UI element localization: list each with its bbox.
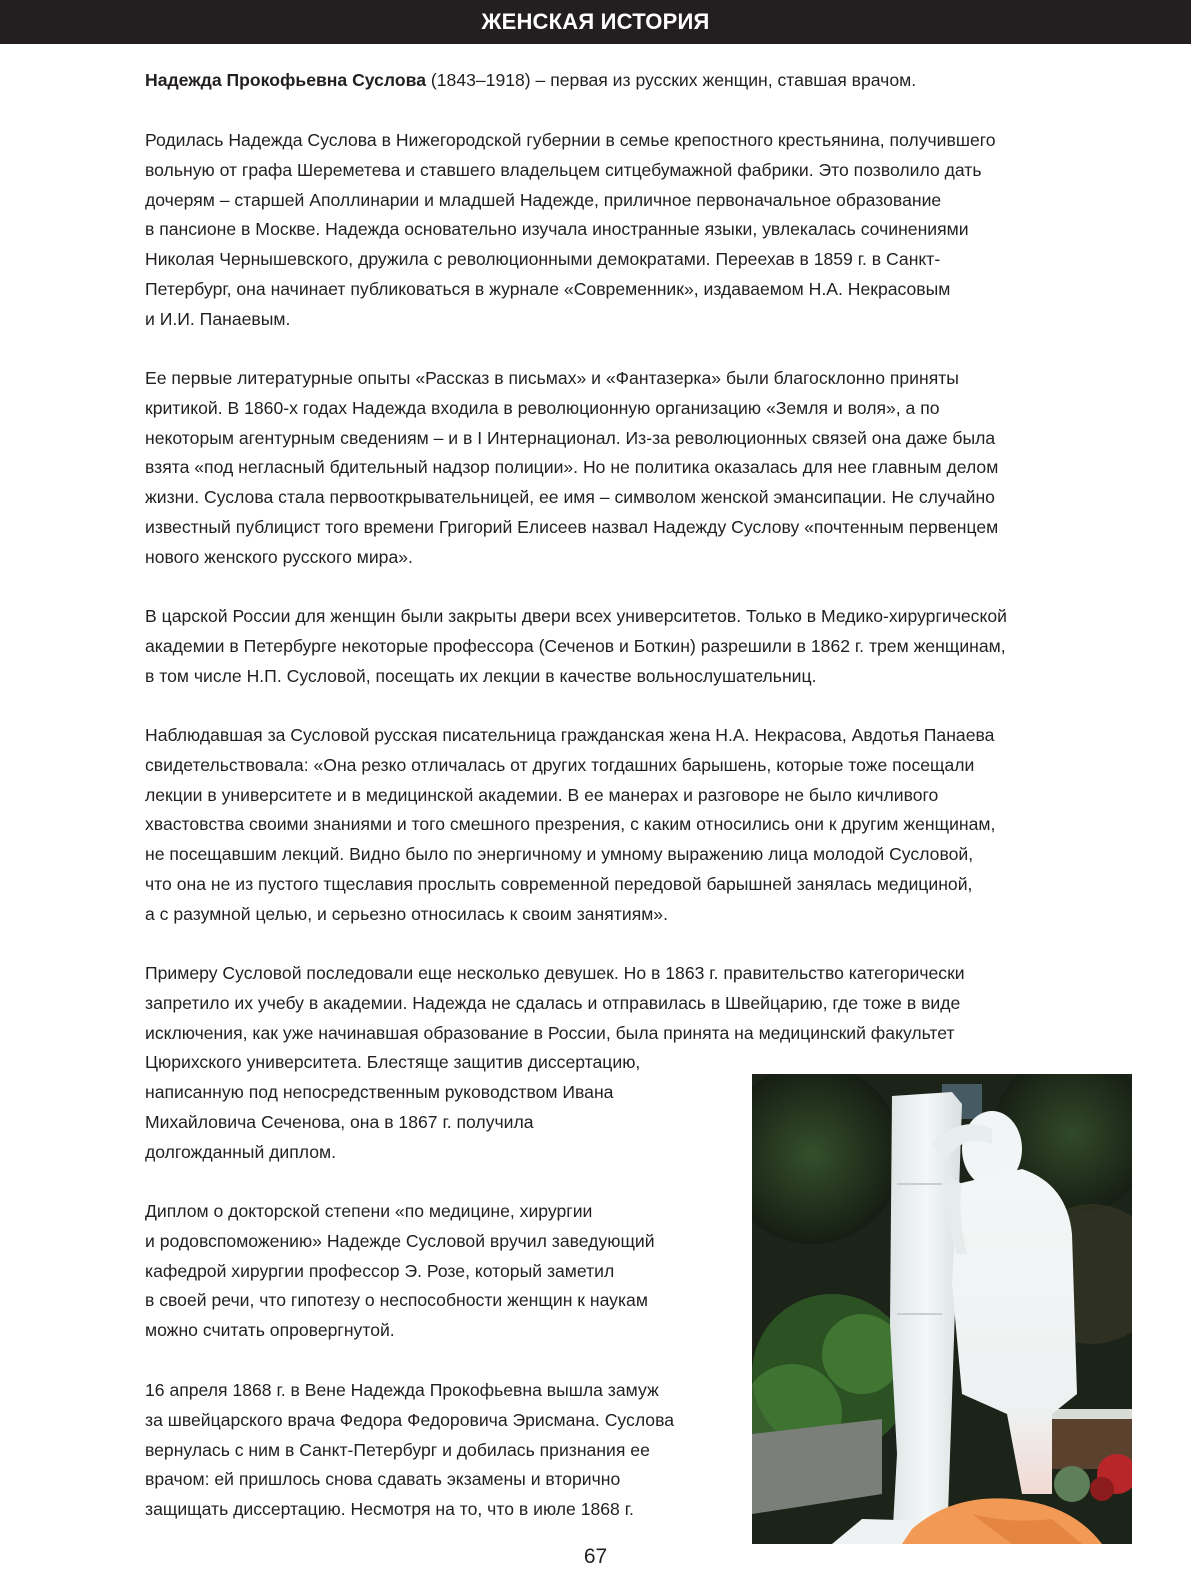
text-line: 16 апреля 1868 г. в Вене Надежда Прокофьевна вышла замуж <box>145 1380 659 1400</box>
text-line: долгожданный диплом. <box>145 1141 337 1162</box>
intro-text: (1843–1918) – первая из русских женщин, ставшая врачом. <box>426 70 917 90</box>
text-line: Наблюдавшая за Сусловой русская писательница гражданская жена Н.А. Некрасова, Авдотья Панаева <box>145 725 995 745</box>
text-line: вольную от графа Шереметева и ставшего владельцем ситцебумажной фабрики. Это позволило дать <box>145 159 982 180</box>
text-line: академии в Петербурге некоторые профессора (Сеченов и Боткин) разрешили в 1862 г. трем женщинам, <box>145 635 1006 656</box>
text-line: Николая Чернышевского, дружила с революционными демократами. Переехав в 1859 г. в Санкт- <box>145 249 941 270</box>
text-line: Ее первые литературные опыты «Рассказ в письмах» и «Фантазерка» были благосклонно приняты <box>145 368 959 388</box>
text-line: не посещавшим лекций. Видно было по энергичному и умному выражению лица молодой Сусловой, <box>145 844 974 865</box>
text-line: можно считать опровергнутой. <box>145 1320 395 1341</box>
monument-illustration <box>752 1074 1132 1544</box>
text-line: Цюрихского университета. Блестяще защитив диссертацию, <box>145 1052 641 1073</box>
text-line: некоторым агентурным сведениям – и в I Интернационал. Из-за революционных связей она даже была <box>145 427 996 448</box>
text-line: критикой. В 1860-х годах Надежда входила в революционную организацию «Земля и воля», а по <box>145 397 940 418</box>
text-line: жизни. Суслова стала первооткрывательницей, ее имя – символом женской эмансипации. Не случайно <box>145 487 995 508</box>
text-line: а с разумной целью, и серьезно относилась к своим занятиям». <box>145 903 668 924</box>
page-number: 67 <box>583 1545 608 1568</box>
subject-name: Надежда Прокофьевна Суслова <box>145 70 426 90</box>
paragraph-universities <box>145 602 1007 691</box>
text-line: что она не из пустого тщеславия прослыть современной передовой барышней занялась медициной, <box>145 873 973 894</box>
text-line: написанную под непосредственным руководством Ивана <box>145 1082 614 1103</box>
text-line: вернулась с ним в Санкт-Петербург и добилась признания ее <box>145 1439 650 1460</box>
text-line: лекции в университете и в медицинской академии. В ее манерах и разговоре не было кичливого <box>145 784 939 805</box>
monument-photo <box>752 1074 1132 1544</box>
paragraph-birth <box>145 126 996 335</box>
text-line: взята «под негласный бдительный надзор полиции». Но не политика оказалась для нее главным делом <box>145 457 999 478</box>
text-line: В царской России для женщин были закрыты двери всех университетов. Только в Медико-хирургической <box>145 606 1007 626</box>
text-line: и И.И. Панаевым. <box>145 308 291 329</box>
paragraph-panaeva <box>145 721 995 930</box>
section-header <box>0 0 1191 44</box>
text-line: Примеру Сусловой последовали еще несколько девушек. Но в 1863 г. правительство категорически <box>145 963 965 983</box>
text-line: врачом: ей пришлось снова сдавать экзамены и вторично <box>145 1469 621 1490</box>
text-line: свидетельствовала: «Она резко отличалась от других тогдашних барышень, которые тоже посещали <box>145 754 975 775</box>
text-line: известный публицист того времени Григорий Елисеев назвал Надежду Суслову «почтенным первенцем <box>145 516 999 537</box>
text-line: Петербург, она начинает публиковаться в журнале «Современник», издаваемом Н.А. Некрасовым <box>145 278 951 299</box>
text-line: Родилась Надежда Суслова в Нижегородской губернии в семье крепостного крестьянина, получившего <box>145 130 996 150</box>
paragraph-diploma <box>145 1197 655 1346</box>
text-line: за швейцарского врача Федора Федоровича Эрисмана. Суслова <box>145 1409 674 1430</box>
text-line: кафедрой хирургии профессор Э. Розе, который заметил <box>145 1260 615 1281</box>
text-line: и родовспоможению» Надежде Сусловой вручил заведующий <box>145 1230 655 1251</box>
text-line: Михайловича Сеченова, она в 1867 г. получила <box>145 1111 534 1132</box>
text-line: хвастовства своими знаниями и того смешного презрения, с каким относились они к другим женщинам, <box>145 814 996 835</box>
text-line: в своей речи, что гипотезу о неспособности женщин к наукам <box>145 1290 648 1311</box>
text-line: Диплом о докторской степени «по медицине, хирургии <box>145 1201 593 1221</box>
paragraph-marriage <box>145 1376 674 1525</box>
text-line: защищать диссертацию. Несмотря на то, что в июле 1868 г. <box>145 1499 634 1520</box>
text-line: исключения, как уже начинавшая образование в России, была принята на медицинский факультет <box>145 1022 955 1043</box>
text-line: запретило их учебу в академии. Надежда не сдалась и отправилась в Швейцарию, где тоже в виде <box>145 992 961 1013</box>
text-line: в том числе Н.П. Сусловой, посещать их лекции в качестве вольнослушательниц. <box>145 665 817 686</box>
text-line: дочерям – старшей Аполлинарии и младшей Надежде, приличное первоначальное образование <box>145 189 942 210</box>
text-line: в пансионе в Москве. Надежда основательно изучала иностранные языки, увлекалась сочинениями <box>145 219 969 240</box>
paragraph-literary <box>145 364 998 573</box>
section-title: ЖЕНСКАЯ ИСТОРИЯ <box>481 9 710 34</box>
text-line: нового женского русского мира». <box>145 546 413 567</box>
intro-paragraph <box>145 66 916 96</box>
